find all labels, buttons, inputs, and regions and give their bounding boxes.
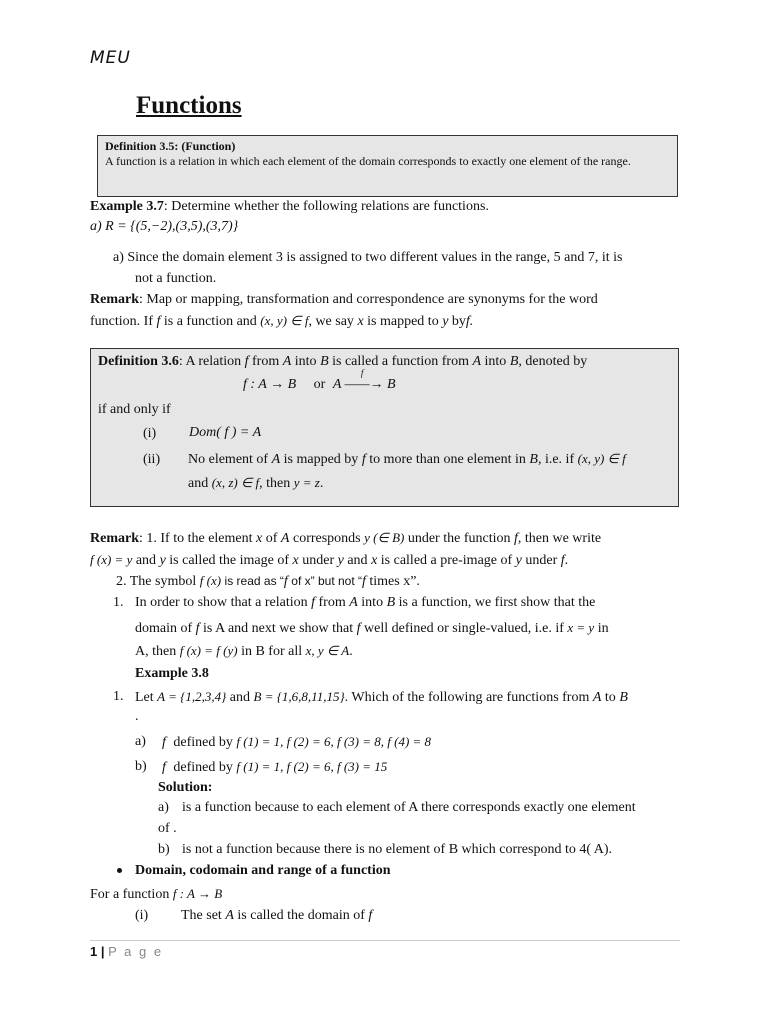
item-1-l3-eq: f (x) = f (y)	[179, 643, 238, 658]
item-1-line1	[135, 595, 595, 611]
item-1-l1-A: A	[349, 595, 358, 610]
item-1-l3-c: x, y ∈ A	[305, 643, 350, 658]
example-3-7-text: : Determine whether the following relations are functions.	[163, 199, 489, 214]
item-1-l1-f: f	[311, 595, 316, 610]
footer-page-number: 1 |	[90, 944, 105, 959]
remark-2-l3-d: times x”.	[369, 574, 420, 589]
def36-ii-pair1: (x, y) ∈ f	[577, 451, 626, 466]
page-title: Functions	[136, 92, 242, 119]
def36-ii-text-and: and	[188, 476, 209, 491]
remark-2-l2-e: is called a pre-image of	[380, 553, 513, 568]
def36-ii-line2	[188, 475, 323, 492]
def36-A: A	[282, 354, 292, 369]
remark-2-l2-y: y	[337, 553, 344, 568]
remark-2-label: Remark	[90, 531, 139, 546]
ex38-sb-text: is not a function because there is no element of B which correspond to 4( A).	[182, 842, 612, 857]
def36-ii-line1	[188, 451, 626, 468]
definition-3-6-line1	[98, 354, 587, 370]
example-3-7-label: Example 3.7	[90, 199, 164, 214]
definition-3-6-box	[90, 348, 679, 507]
remark-2-text-e: , then we write	[517, 531, 602, 546]
item-1-l1-B: B	[386, 595, 396, 610]
item-1-l2-f: f	[195, 621, 200, 636]
ex38-sa-text2: of .	[158, 821, 177, 836]
def36-text-a: : A relation	[178, 354, 242, 369]
def36-text-c: into	[294, 354, 317, 369]
example-3-7-relation: a) R = {(5,−2),(3,5),(3,7)}	[90, 219, 239, 234]
remark-2-text-d: under the function	[407, 531, 511, 546]
item-1-l3-end: .	[349, 644, 353, 659]
remark-2-line1	[90, 530, 601, 547]
remark-2-f: f	[513, 531, 518, 546]
item-1-l2-a: domain of	[135, 621, 193, 636]
definition-3-5-box	[97, 135, 678, 197]
ex38-a-text: defined by	[173, 735, 233, 750]
domain-heading	[117, 863, 391, 879]
def36-ii-eq: y = z	[293, 475, 320, 490]
remark-1-x: x	[357, 314, 364, 329]
def36-notation2-wrap	[332, 368, 396, 393]
item-1-line3	[135, 643, 353, 660]
ex38-sb-label: b)	[158, 842, 170, 857]
remark-2-l3-fx: f (x)	[199, 573, 222, 588]
remark-2-l2-x2: x	[371, 553, 378, 568]
remark-1-text-b: is a function and	[163, 314, 257, 329]
def36-ii-B: B	[529, 452, 538, 467]
ex38-q: . Which of the following are functions from	[344, 690, 590, 705]
def36-ii-text-b: is mapped by	[283, 452, 359, 467]
def36-A2: A	[472, 354, 482, 369]
domain-intro-text: For a function	[90, 887, 170, 902]
remark-2-l3-a: 2. The symbol	[116, 574, 197, 589]
footer	[90, 944, 163, 959]
bullet-icon	[117, 868, 122, 873]
remark-2-yB: y (∈ B)	[364, 530, 405, 545]
example-3-8-label: Example 3.8	[135, 666, 209, 681]
remark-1-y: y	[442, 314, 449, 329]
domain-i-line	[181, 908, 372, 924]
def36-ii-pair2: (x, z) ∈ f	[211, 475, 260, 490]
remark-1-text: : Map or mapping, transformation and correspondence are synonyms for the word	[139, 292, 598, 307]
def36-ii-A: A	[271, 452, 281, 467]
ex38-qB: B	[619, 690, 628, 705]
remark-2-text-b: of	[265, 531, 278, 546]
def36-f: f	[244, 354, 249, 369]
item-1-l2-eq: x = y	[567, 620, 595, 635]
remark-1-fend: f.	[465, 314, 474, 329]
remark-2-l3-b: is read as “	[224, 574, 284, 588]
ex38-b-f: f	[162, 760, 166, 775]
remark-1-text-c: , we say	[308, 314, 354, 329]
ex38-sa-text: is a function because to each element of A there corresponds exactly one element	[182, 800, 636, 815]
def36-notation2: A ——→ B	[332, 377, 396, 392]
item-1-l1-a: In order to show that a relation	[135, 595, 308, 610]
ex38-dot: .	[135, 709, 139, 724]
ex38-b-label: b)	[135, 759, 147, 774]
remark-2-fx-eq: f (x) = y	[90, 552, 133, 567]
ex38-setA: A = {1,2,3,4}	[157, 689, 227, 704]
remark-1-f: f	[156, 314, 161, 329]
domain-notation: f : A → B	[172, 886, 223, 901]
remark-2-text-a: : 1. If to the element	[139, 531, 253, 546]
domain-i-text-b: is called the domain of	[237, 908, 365, 923]
def36-ii-text-then: , then	[259, 476, 291, 491]
definition-3-6-iff: if and only if	[98, 402, 171, 417]
definition-3-6-label: Definition 3.6	[98, 354, 179, 369]
ex38-let: Let	[135, 690, 154, 705]
remark-2-l3-c: of x” but not “	[291, 574, 362, 588]
def36-ii-text-d: , i.e. if	[537, 452, 575, 467]
example-3-8-num: 1.	[113, 689, 124, 704]
domain-i-A: A	[225, 908, 234, 923]
remark-2-x: x	[256, 531, 263, 546]
ex38-qA: A	[592, 690, 602, 705]
remark-1-line2	[90, 313, 473, 330]
def36-ii-text-a: No element of	[188, 452, 269, 467]
def36-text-e: into	[484, 354, 507, 369]
def36-B2: B	[509, 354, 519, 369]
remark-2-y: y	[159, 553, 166, 568]
remark-2-text-c: corresponds	[292, 531, 361, 546]
item-1-l1-c: into	[361, 595, 384, 610]
def36-or: or	[313, 377, 326, 392]
item-1-l2-f2: f	[356, 621, 361, 636]
footer-divider	[90, 940, 680, 941]
ex38-a-line	[162, 734, 431, 751]
remark-1-text-e: by	[451, 314, 466, 329]
remark-1-line1	[90, 292, 598, 308]
item-1-l1-d: is a function, we first show that the	[398, 595, 596, 610]
definition-3-5-title: Definition 3.5: (Function)	[105, 139, 236, 153]
remark-2-A: A	[280, 531, 290, 546]
item-1-line2	[135, 620, 609, 637]
definition-3-5-text: A function is a relation in which each element of the domain corresponds to exactly one element of the range.	[105, 154, 631, 168]
remark-1-text-d: is mapped to	[367, 314, 439, 329]
remark-2-l2-fsym: f	[560, 553, 565, 568]
remark-2-l3-f1: f	[283, 574, 288, 589]
item-1-l2-d: in	[597, 621, 609, 636]
def36-text-b: from	[252, 354, 280, 369]
ex38-solution: Solution:	[158, 780, 213, 795]
header-mark: MEU	[90, 48, 131, 68]
ex38-sa-label: a)	[158, 800, 169, 815]
remark-2-l2-b: is called the image of	[169, 553, 290, 568]
def36-text-d: is called a function from	[332, 354, 469, 369]
ex38-b-text: defined by	[173, 760, 233, 775]
def36-ii-label: (ii)	[143, 452, 161, 467]
item-1-l3-b: in B for all	[241, 644, 303, 659]
remark-1-text-a: function. If	[90, 314, 153, 329]
example-3-7-heading	[90, 199, 489, 215]
definition-3-6-notation	[243, 368, 396, 393]
ex38-a-label: a)	[135, 734, 146, 749]
remark-2-l2-f: under	[525, 553, 558, 568]
remark-2-line2	[90, 552, 568, 569]
remark-1-label: Remark	[90, 292, 139, 307]
domain-heading-text: Domain, codomain and range of a function	[135, 863, 391, 878]
def36-text-f: , denoted by	[518, 354, 588, 369]
ex38-and: and	[229, 690, 251, 705]
footer-page-label: P a g e	[108, 944, 164, 959]
def36-notation1: f : A → B	[243, 377, 297, 392]
item-1-l2-b: is A and next we show that	[203, 621, 354, 636]
example-3-7-answer-line1: a) Since the domain element 3 is assigned to two different values in the range, 5 and 7, it is	[113, 250, 623, 265]
example-3-7-answer-line2: not a function.	[135, 271, 217, 286]
def36-arrow-f: f	[360, 368, 364, 378]
domain-intro	[90, 886, 222, 903]
def36-ii-f: f	[361, 452, 366, 467]
remark-2-l2-x: x	[292, 553, 299, 568]
item-1-l2-c: well defined or single-valued, i.e. if	[364, 621, 564, 636]
ex38-b-def: f (1) = 1, f (2) = 6, f (3) = 15	[236, 759, 388, 774]
remark-2-l2-a: and	[135, 553, 157, 568]
def36-ii-end: .	[319, 476, 324, 491]
example-3-8-question	[135, 689, 628, 706]
ex38-a-f: f	[162, 735, 166, 750]
domain-i-text-a: The set	[181, 908, 222, 923]
domain-i-f: f	[368, 908, 373, 923]
def36-i-label: (i)	[143, 426, 157, 441]
ex38-setB: B = {1,6,8,11,15}	[253, 689, 345, 704]
def36-ii-text-c: to more than one element in	[369, 452, 526, 467]
ex38-qto: to	[604, 690, 616, 705]
ex38-a-def: f (1) = 1, f (2) = 6, f (3) = 8, f (4) = 8	[236, 734, 432, 749]
remark-2-l3-f2: f	[362, 574, 366, 589]
item-1-l3-a: A, then	[135, 644, 177, 659]
remark-2-l2-c: under	[302, 553, 335, 568]
remark-2-l2-end: .	[564, 553, 569, 568]
remark-2-line3	[116, 573, 420, 590]
remark-2-l2-y2: y	[515, 553, 522, 568]
item-1-l1-b: from	[318, 595, 346, 610]
ex38-b-line	[162, 759, 387, 776]
item-1-num: 1.	[113, 595, 124, 610]
remark-2-l2-d: and	[347, 553, 368, 568]
def36-B: B	[320, 354, 329, 369]
remark-1-pair: (x, y) ∈ f	[260, 313, 309, 328]
def36-i-text: Dom( f ) = A	[189, 425, 262, 440]
domain-i-label: (i)	[135, 908, 149, 923]
